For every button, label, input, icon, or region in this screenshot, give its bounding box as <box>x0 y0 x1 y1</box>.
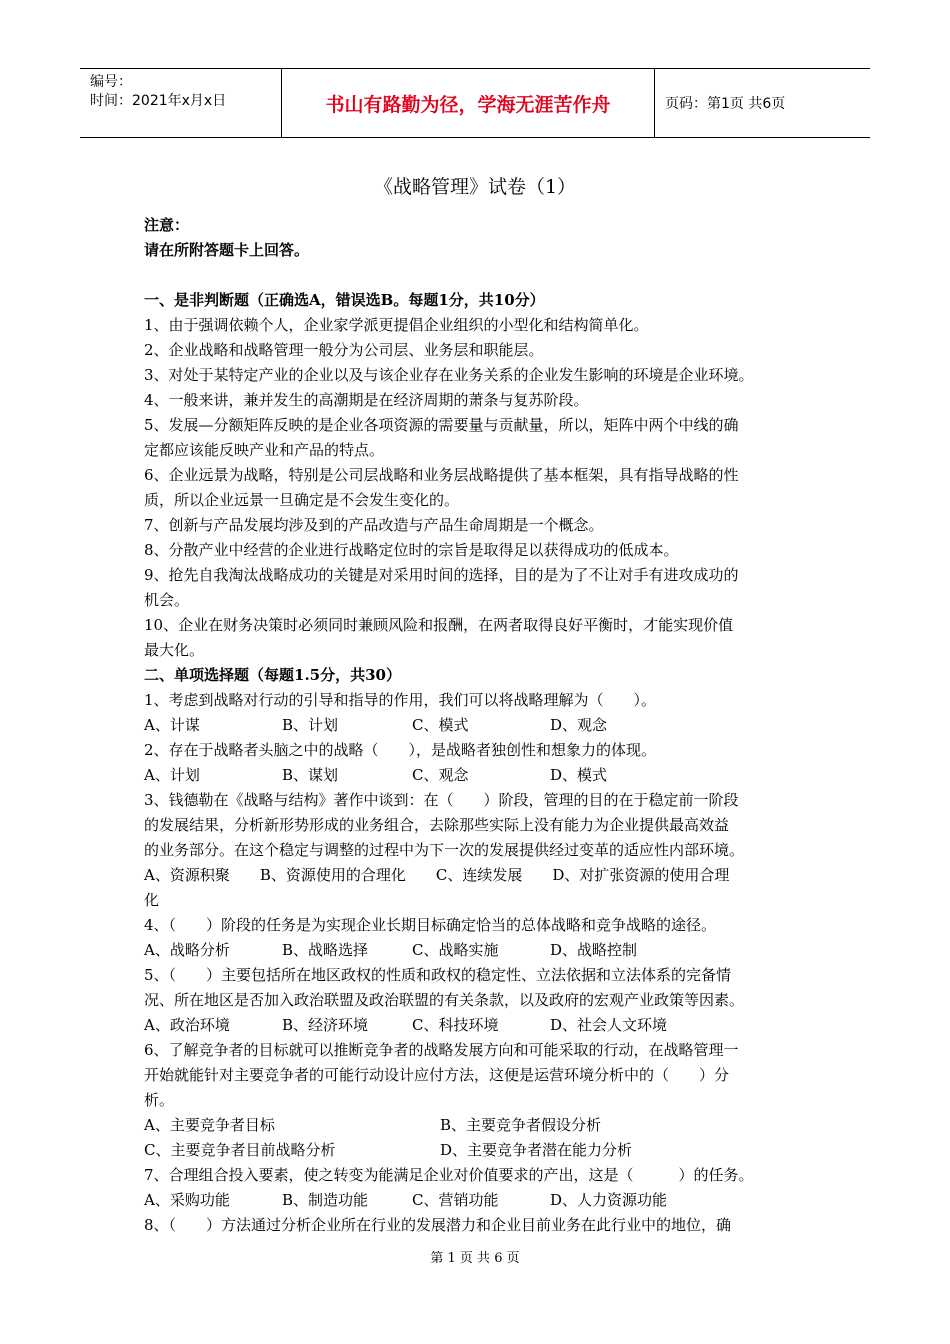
question-line: 5、（ ）主要包括所在地区政权的性质和政权的稳定性、立法依据和立法体系的完备情 <box>144 966 732 984</box>
judgement-item-line: 最大化。 <box>144 641 205 659</box>
question-line: 2、存在于战略者头脑之中的战略（ ），是战略者独创性和想象力的体现。 <box>144 741 657 759</box>
judgement-item-line: 5、发展—分额矩阵反映的是企业各项资源的需要量与贡献量，所以，矩阵中两个中线的确 <box>144 416 739 434</box>
header-left-cell <box>80 69 282 137</box>
option-c: C、战略实施 <box>412 941 499 959</box>
option-b: B、谋划 <box>282 766 339 784</box>
judgement-item-line: 2、企业战略和战略管理一般分为公司层、业务层和职能层。 <box>144 341 544 359</box>
question-line: 的发展结果，分析新形势形成的业务组合，去除那些实际上没有能力为企业提供最高效益 <box>144 816 730 834</box>
judgement-item-line: 7、创新与产品发展均涉及到的产品改造与产品生命周期是一个概念。 <box>144 516 604 534</box>
option-d: D、战略控制 <box>550 941 638 959</box>
judgement-item-line: 质，所以企业远景一旦确定是不会发生变化的。 <box>144 491 460 509</box>
question-line: 6、了解竞争者的目标就可以推断竞争者的战略发展方向和可能采取的行动，在战略管理一 <box>144 1041 739 1059</box>
option-row <box>144 938 824 963</box>
section1-items <box>144 313 824 663</box>
option-d: D、观念 <box>550 716 608 734</box>
question-line: 3、钱德勒在《战略与结构》著作中谈到：在（ ）阶段，管理的目的在于稳定前一阶段 <box>144 791 739 809</box>
option-b: B、制造功能 <box>282 1191 369 1209</box>
question-line: 化 <box>144 891 160 909</box>
page-footer: 第 1 页 共 6 页 <box>430 1251 520 1266</box>
judgement-item-line: 4、一般来讲，兼并发生的高潮期是在经济周期的萧条与复苏阶段。 <box>144 391 589 409</box>
question-line: 析。 <box>144 1091 175 1109</box>
section1-heading: 一、是非判断题（正确选A，错误选B。每题1分，共10分） <box>144 291 545 309</box>
option-row <box>144 1138 824 1163</box>
judgement-item-line: 9、抢先自我淘汰战略成功的关键是对采用时间的选择，目的是为了不让对手有进攻成功的 <box>144 566 739 584</box>
judgement-item-line: 10、企业在财务决策时必须同时兼顾风险和报酬，在两者取得良好平衡时，才能实现价值 <box>144 616 734 634</box>
option-b: B、主要竞争者假设分析 <box>440 1116 602 1134</box>
notice-label: 注意： <box>144 216 190 234</box>
header-box <box>80 68 870 138</box>
judgement-item-line: 1、由于强调依赖个人，企业家学派更提倡企业组织的小型化和结构简单化。 <box>144 316 649 334</box>
option-row <box>144 763 824 788</box>
question-line: 开始就能针对主要竞争者的可能行动设计应付方法，这便是运营环境分析中的（ ）分 <box>144 1066 730 1084</box>
judgement-item-line: 定都应该能反映产业和产品的特点。 <box>144 441 385 459</box>
option-c: C、主要竞争者目前战略分析 <box>144 1141 336 1159</box>
section2-questions <box>144 688 824 1238</box>
exam-content <box>144 213 824 1238</box>
option-c: C、模式 <box>412 716 469 734</box>
option-b: B、战略选择 <box>282 941 369 959</box>
option-a: A、计谋 <box>144 716 200 734</box>
option-row <box>144 713 824 738</box>
question-line: 8、（ ）方法通过分析企业所在行业的发展潜力和企业目前业务在此行业中的地位，确 <box>144 1216 732 1234</box>
option-d: D、社会人文环境 <box>550 1016 668 1034</box>
option-d: D、人力资源功能 <box>550 1191 668 1209</box>
option-a: A、战略分析 <box>144 941 230 959</box>
number-label: 编号： <box>90 74 132 90</box>
option-c: C、观念 <box>412 766 469 784</box>
notice-text: 请在所附答题卡上回答。 <box>144 241 310 259</box>
question-line: 况、所在地区是否加入政治联盟及政治联盟的有关条款，以及政府的宏观产业政策等因素。 <box>144 991 745 1009</box>
option-b: B、计划 <box>282 716 339 734</box>
judgement-item-line: 8、分散产业中经营的企业进行战略定位时的宗旨是取得足以获得成功的低成本。 <box>144 541 679 559</box>
option-a: A、计划 <box>144 766 200 784</box>
header-motto: 书山有路勤为径，学海无涯苦作舟 <box>282 69 655 137</box>
option-row <box>144 1188 824 1213</box>
question-line: 7、合理组合投入要素，使之转变为能满足企业对价值要求的产出，这是（ ）的任务。 <box>144 1166 754 1184</box>
time-label: 时间：2021年x月x日 <box>90 93 227 109</box>
option-c: C、科技环境 <box>412 1016 499 1034</box>
option-d: D、模式 <box>550 766 608 784</box>
question-line: A、资源积聚 B、资源使用的合理化 C、连续发展 D、对扩张资源的使用合理 <box>144 866 730 884</box>
option-a: A、采购功能 <box>144 1191 230 1209</box>
option-d: D、主要竞争者潜在能力分析 <box>440 1141 633 1159</box>
judgement-item-line: 3、对处于某特定产业的企业以及与该企业存在业务关系的企业发生影响的环境是企业环境。 <box>144 366 754 384</box>
judgement-item-line: 机会。 <box>144 591 190 609</box>
option-a: A、政治环境 <box>144 1016 230 1034</box>
option-row <box>144 1113 824 1138</box>
header-page-info: 页码：第1页 共6页 <box>665 96 786 112</box>
question-line: 的业务部分。在这个稳定与调整的过程中为下一次的发展提供经过变革的适应性内部环境。 <box>144 841 745 859</box>
question-line: 1、考虑到战略对行动的引导和指导的作用，我们可以将战略理解为（ ）。 <box>144 691 657 709</box>
option-c: C、营销功能 <box>412 1191 499 1209</box>
option-row <box>144 1013 824 1038</box>
option-b: B、经济环境 <box>282 1016 369 1034</box>
question-line: 4、（ ）阶段的任务是为实现企业长期目标确定恰当的总体战略和竞争战略的途径。 <box>144 916 717 934</box>
document-title: 《战略管理》试卷（1） <box>373 176 577 198</box>
judgement-item-line: 6、企业远景为战略，特别是公司层战略和业务层战略提供了基本框架，具有指导战略的性 <box>144 466 739 484</box>
option-a: A、主要竞争者目标 <box>144 1116 275 1134</box>
section2-heading: 二、单项选择题（每题1.5分，共30） <box>144 666 401 684</box>
